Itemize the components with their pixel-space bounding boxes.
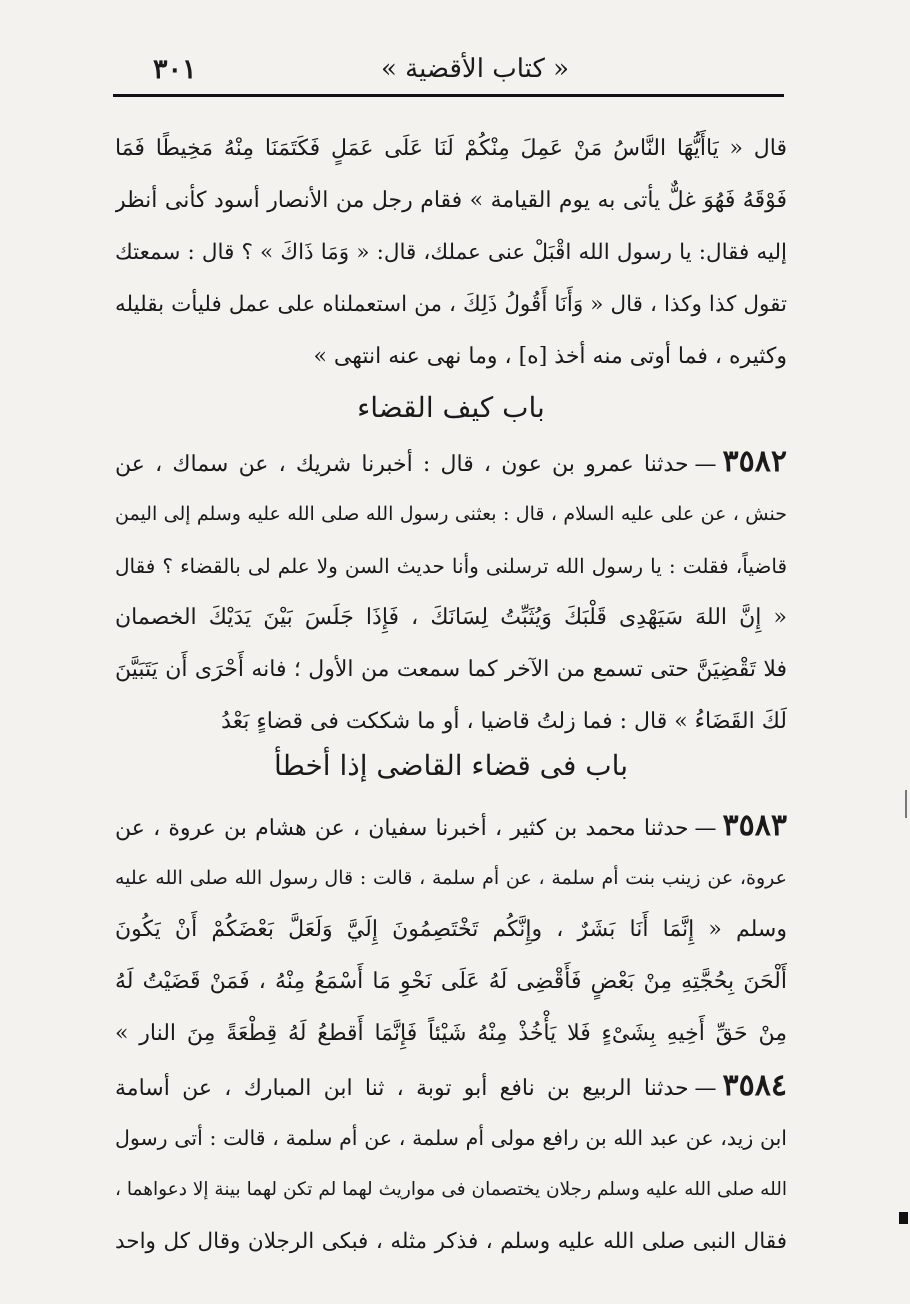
hadith-number: ٣٥٨٢ xyxy=(722,444,787,479)
hadith-first-line xyxy=(115,1060,787,1112)
text-line: مِنْ حَقِّ أَخِيهِ بِشَىْءٍ فَلا يَأْخُذْ مِنْهُ شَيْئاً فَإِنَّمَا أَقطعُ لَهُ قِطْعَةً مِنَ النار » xyxy=(115,1021,787,1046)
text-line: إليه فقال: يا رسول الله اقْبَلْ عنى عملك، قال: « وَمَا ذَاكَ » ؟ قال : سمعتك xyxy=(115,240,787,265)
text-line: ابن زيد، عن عبد الله بن رافع مولى أم سلمة ، عن أم سلمة ، قالت : أتى رسول xyxy=(115,1126,787,1150)
text-line: تقول كذا وكذا ، قال « وَأَنَا أَقُولُ ذَلِكَ ، من استعملناه على عمل فليأت بقليله xyxy=(115,292,787,317)
dash: — xyxy=(694,816,717,841)
hadith-number: ٣٥٨٤ xyxy=(722,1068,787,1103)
page-header xyxy=(115,52,785,92)
hadith-first-line xyxy=(115,800,787,852)
text-line: لَكَ القَضَاءُ » قال : فما زلتُ قاضيا ، أو ما شككت فى قضاءٍ بَعْدُ xyxy=(221,709,787,734)
text-line: الله صلى الله عليه وسلم رجلان يختصمان فى مواريث لهما لم تكن لهما بينة إلا دعواهما ، xyxy=(115,1179,787,1200)
text-line: وكثيره ، فما أوتى منه أخذ [ه] ، وما نهى عنه انتهى » xyxy=(313,344,787,369)
running-title: « كتاب الأقضية » xyxy=(380,54,570,84)
chapter-heading: باب فى قضاء القاضى إذا أخطأ xyxy=(273,749,628,782)
text-line: فَوْقَهُ فَهُوَ غلٌّ يأتى به يوم القيامة » فقام رجل من الأنصار أسود كأنى أنظر xyxy=(115,188,787,213)
page-number: ٣٠١ xyxy=(153,54,197,85)
text-line: قاضياً، فقلت : يا رسول الله ترسلنى وأنا حديث السن ولا علم لى بالقضاء ؟ فقال xyxy=(115,554,787,578)
text-line: أَلْحَنَ بِحُجَّتِهِ مِنْ بَعْضٍ فَأَقْضِى لَهُ عَلَى نَحْوِ مَا أَسْمَعُ مِنْهُ ، فَمَنْ قَضَيْتُ لَهُ xyxy=(115,969,787,994)
dash: — xyxy=(694,1076,717,1101)
text-line: فلا تَقْضِيَنَّ حتى تسمع من الآخر كما سمعت من الأول ؛ فانه أَحْرَى أَن يَتَبَيَّنَ xyxy=(115,657,787,682)
dash: — xyxy=(694,452,717,477)
text-line: « إِنَّ اللهَ سَيَهْدِى قَلْبَكَ وَيُثَبِّتُ لِسَانَكَ ، فَإِذَا جَلَسَ بَيْنَ يَدَيْكَ الخصمان xyxy=(115,605,787,630)
text-line: حنش ، عن على عليه السلام ، قال : بعثنى رسول الله صلى الله عليه وسلم إلى اليمن xyxy=(115,503,787,525)
text-line: وسلم « إِنَّمَا أَنَا بَشَرٌ ، وإِنَّكُم تَخْتَصِمُونَ إِلَيَّ وَلَعَلَّ بَعْضَكُمْ أَنْ يَكُونَ xyxy=(115,917,787,942)
scan-mark xyxy=(899,1212,908,1224)
text-line: قال « يَاأَيُّهَا النَّاسُ مَنْ عَمِلَ مِنْكُمْ لَنَا عَلَى عَمَلٍ فَكَتَمَنَا مِنْهُ مَخِيطًا فَمَا xyxy=(115,136,787,161)
hadith-text: حدثنا عمرو بن عون ، قال : أخبرنا شريك ، عن سماك ، عن xyxy=(115,452,689,477)
chapter-heading: باب كيف القضاء xyxy=(357,391,545,424)
scan-mark xyxy=(905,790,907,818)
hadith-first-line xyxy=(115,436,787,488)
text-line: عروة، عن زينب بنت أم سلمة ، عن أم سلمة ، قالت : قال رسول الله صلى الله عليه xyxy=(115,867,787,889)
hadith-text: حدثنا محمد بن كثير ، أخبرنا سفيان ، عن هشام بن عروة ، عن xyxy=(115,816,689,841)
text-line: فقال النبى صلى الله عليه وسلم ، فذكر مثله ، فبكى الرجلان وقال كل واحد xyxy=(115,1229,787,1254)
hadith-number: ٣٥٨٣ xyxy=(722,808,787,843)
hadith-text: حدثنا الربيع بن نافع أبو توبة ، ثنا ابن المبارك ، عن أسامة xyxy=(115,1076,689,1101)
header-rule xyxy=(113,94,784,97)
